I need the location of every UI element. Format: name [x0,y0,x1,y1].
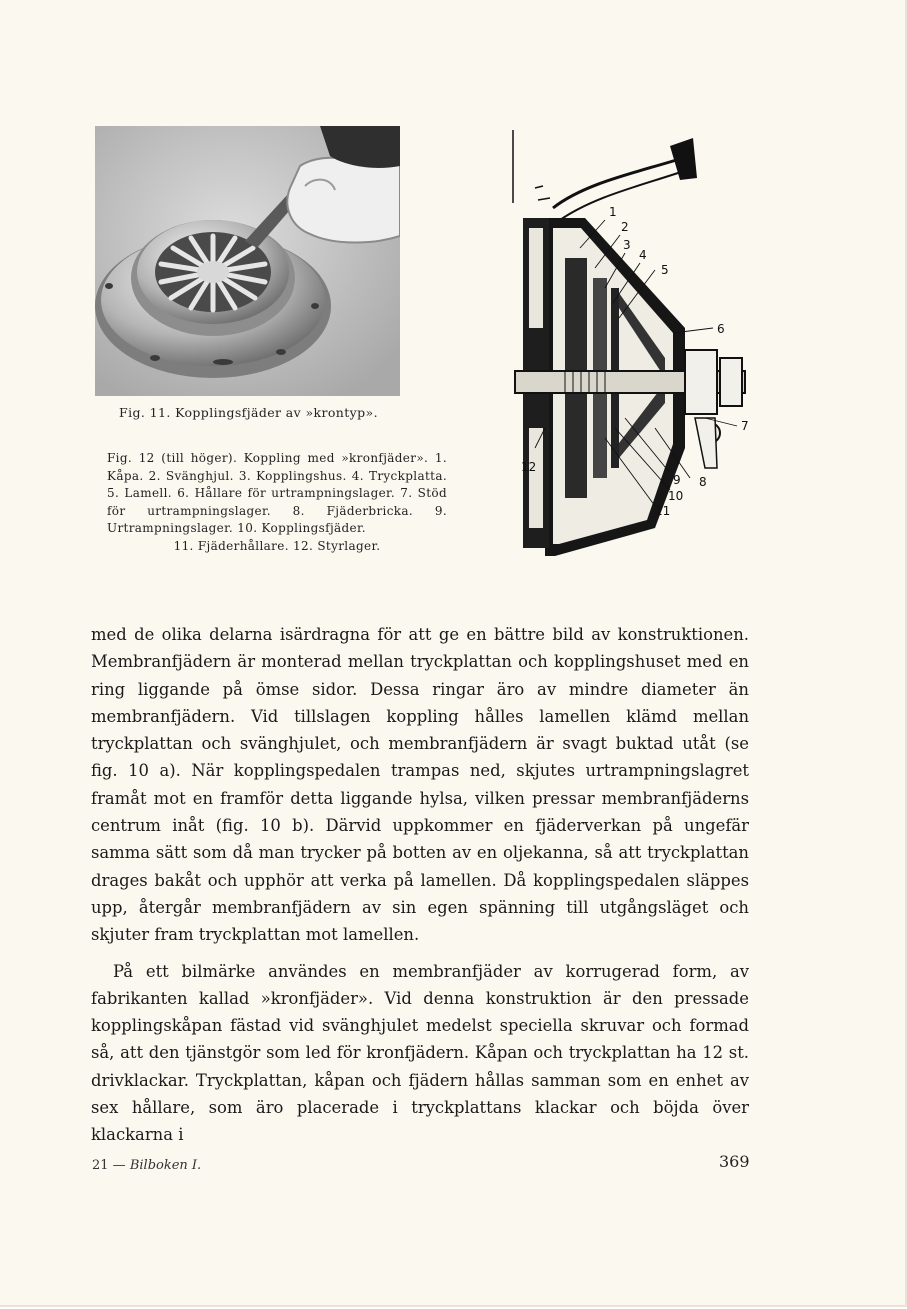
paragraph-1: med de olika delarna isärdragna för att ge en bättre bild av konstruktionen. Membranfjädern är monterad mellan tryckplattan och kopplingshuset med en ring liggande på ömse sidor. Dessa ringar äro av mindre diameter än membranfjädern. Vid tillslagen koppling hålles lamellen klämd mellan tryckplattan och svänghjulet, och membranfjädern är svagt buktad utåt (se fig. 10 a). När kopplingspedalen trampas ned, skjutes urtrampningslagret framåt mot en framför detta liggande hylsa, vilken pressar membranfjäderns centrum inåt (fig. 10 b). Därvid uppkommer en fjäderverkan på ungefär samma sätt som då man trycker på botten av en oljekanna, så att tryckplattan drages bakåt och upphör att verka på lamellen. Då kopplingspedalen släppes upp, återgår membranfjädern av sin egen spänning till utgångsläget och skjuter fram tryckplattan mot lamellen. [91,625,749,945]
diagram-label-11: 11 [655,504,671,518]
diagram-label-12: 12 [521,460,537,474]
figure-12-caption-last: 11. Fjäderhållare. 12. Styrlager. [173,538,381,553]
diagram-label-7: 7 [741,419,749,433]
diagram-label-1: 1 [609,205,617,219]
book-title: Bilboken I. [129,1158,202,1173]
diagram-label-4: 4 [639,248,647,262]
clutch-spring-photo [95,126,400,396]
diagram-label-9: 9 [673,473,681,487]
signature-prefix: 21 — [92,1158,126,1173]
figure-12-caption-main: Fig. 12 (till höger). Koppling med »kronfjäder». 1. Kåpa. 2. Svänghjul. 3. Kopplingshus. 4. Tryckplatta. 5. Lamell. 6. Hållare för urtrampningslager. 7. Stöd för urtrampningslager. 8. Fjäderbricka. 9. Urtrampningslager. 10. Kopplingsfjäder. [107,451,447,536]
diagram-label-5: 5 [661,263,669,277]
diagram-label-6: 6 [717,322,725,336]
body-text [91,621,749,1149]
figure-12-caption [107,450,447,556]
paragraph-2: På ett bilmärke användes en membranfjäder av korrugerad form, av fabrikanten kallad »kronfjäder». Vid denna konstruktion är den pressade kopplingskåpan fästad vid svänghjulet medelst speciella skruvar och formad så, att den tjänstgör som led för kronfjädern. Kåpan och tryckplattan ha 12 st. drivklackar. Tryckplattan, kåpan och fjädern hållas samman som en enhet av sex hållare, som äro placerade i tryckplattans klackar och böjda över klackarna i [91,961,749,1145]
figure-11-caption: Fig. 11. Kopplingsfjäder av »krontyp». [119,405,378,420]
page-number: 369 [719,1152,750,1171]
diagram-label-10: 10 [668,489,684,503]
diagram-label-2: 2 [621,220,629,234]
diagram-label-8: 8 [699,475,707,489]
diagram-label-3: 3 [623,238,631,252]
clutch-cross-section-diagram [505,128,760,563]
footer-signature [92,1158,201,1173]
